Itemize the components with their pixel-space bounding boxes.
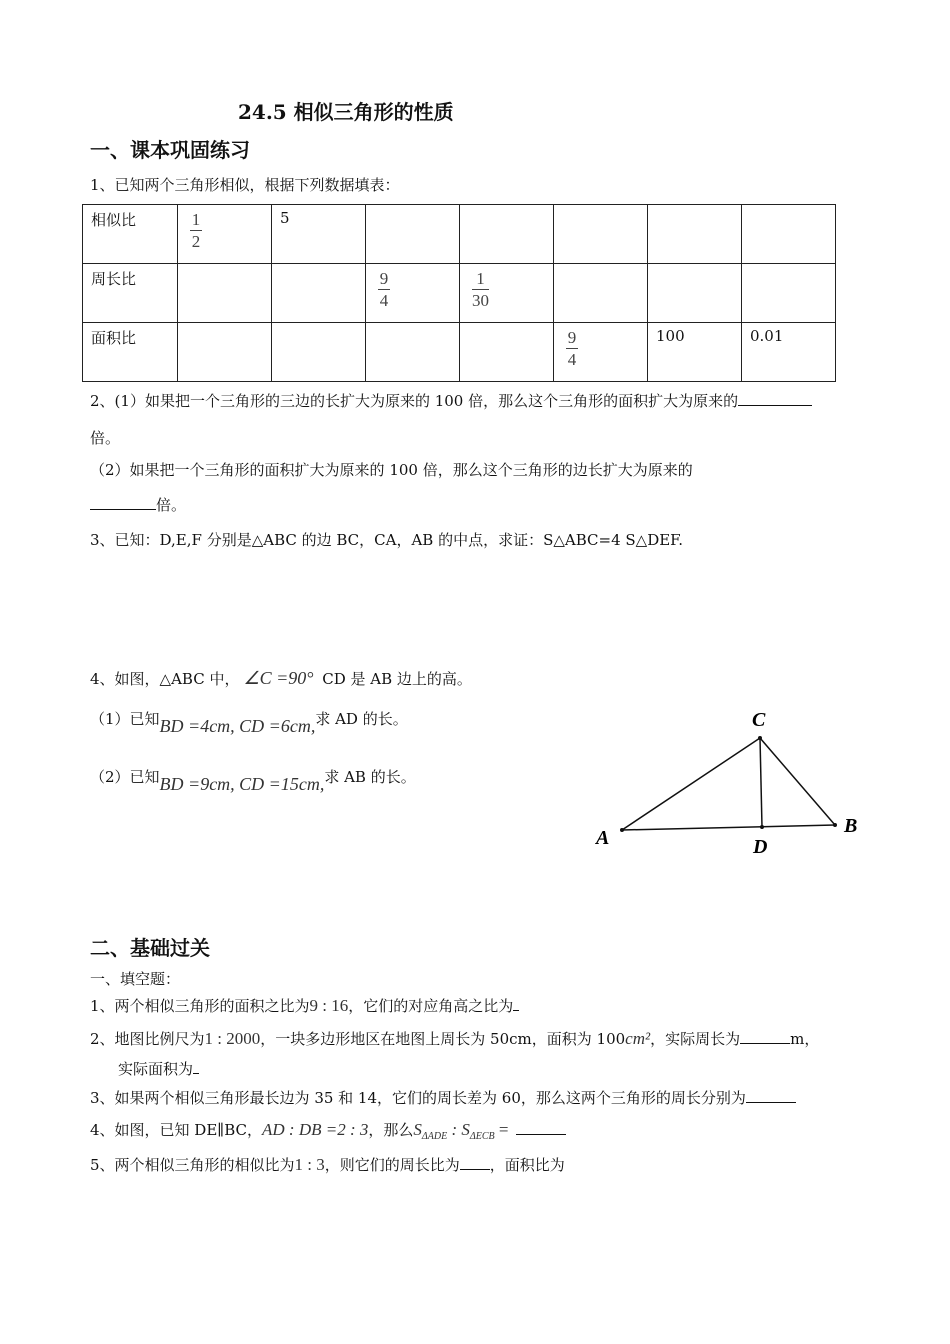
label-a: A bbox=[596, 827, 610, 849]
table-cell bbox=[366, 323, 460, 382]
fill-question-1 bbox=[90, 995, 519, 1016]
table-cell bbox=[554, 205, 648, 264]
question-4-2 bbox=[90, 766, 416, 794]
math-expression: : S bbox=[447, 1120, 470, 1139]
table-cell bbox=[272, 264, 366, 323]
table-cell bbox=[460, 323, 554, 382]
table-cell bbox=[366, 264, 460, 323]
question-text: ，一块多边形地区在地图上周长为 50cm，面积为 100 bbox=[260, 1030, 626, 1048]
question-4 bbox=[90, 668, 472, 689]
fill-question-2 bbox=[90, 1028, 819, 1049]
denominator: 30 bbox=[472, 291, 489, 311]
math-expression: 9 : 16 bbox=[309, 996, 349, 1015]
answer-blank[interactable] bbox=[740, 1029, 790, 1044]
altitude-cd bbox=[760, 738, 762, 827]
table-cell: 0.01 bbox=[742, 323, 836, 382]
question-2-1 bbox=[90, 390, 812, 411]
question-2-2: （2）如果把一个三角形的面积扩大为原来的 100 倍，那么这个三角形的边长扩大为原来的 bbox=[90, 461, 693, 479]
point-c bbox=[758, 736, 762, 740]
table-cell: 5 bbox=[272, 205, 366, 264]
fraction bbox=[190, 209, 202, 253]
question-text: 实际面积为 bbox=[118, 1060, 194, 1078]
table-cell: 周长比 bbox=[83, 264, 178, 323]
table-cell bbox=[648, 264, 742, 323]
question-text: （1）已知 bbox=[90, 710, 160, 728]
question-text: ，面积比为 bbox=[489, 1156, 565, 1174]
fraction bbox=[472, 268, 489, 312]
question-text: 2、地图比例尺为 bbox=[90, 1030, 205, 1048]
question-2-2-tail bbox=[90, 494, 186, 515]
table-cell: 100 bbox=[648, 323, 742, 382]
subscript: ΔECB bbox=[469, 1131, 495, 1142]
question-4-1 bbox=[90, 708, 408, 736]
fraction bbox=[566, 327, 578, 371]
subscript: ΔADE bbox=[421, 1131, 448, 1142]
table-cell bbox=[554, 264, 648, 323]
question-text: 1、两个相似三角形的面积之比为 bbox=[90, 997, 310, 1015]
question-text: m， bbox=[790, 1030, 820, 1048]
numerator: 1 bbox=[191, 210, 201, 229]
fill-question-5 bbox=[90, 1154, 565, 1175]
math-expression: BD =4cm, CD =6cm, bbox=[159, 716, 316, 736]
label-b: B bbox=[844, 815, 858, 837]
table-cell bbox=[648, 205, 742, 264]
label-c: C bbox=[752, 709, 766, 731]
table-cell: 相似比 bbox=[83, 205, 178, 264]
answer-blank[interactable] bbox=[513, 996, 519, 1011]
answer-blank[interactable] bbox=[90, 495, 156, 510]
unit-expression: cm² bbox=[625, 1029, 651, 1048]
math-expression: S bbox=[413, 1120, 422, 1139]
answer-blank[interactable] bbox=[746, 1088, 796, 1103]
math-expression: AD : DB =2 : 3 bbox=[262, 1120, 369, 1139]
question-text: CD 是 AB 边上的高。 bbox=[317, 670, 472, 688]
table-row bbox=[83, 205, 836, 264]
section1-heading: 一、课本巩固练习 bbox=[90, 138, 250, 162]
table-cell: 面积比 bbox=[83, 323, 178, 382]
table-cell bbox=[460, 205, 554, 264]
table-cell bbox=[554, 323, 648, 382]
table-cell bbox=[742, 205, 836, 264]
denominator: 4 bbox=[379, 291, 389, 311]
question-1: 1、已知两个三角形相似，根据下列数据填表： bbox=[90, 176, 400, 194]
fill-question-2-tail bbox=[118, 1058, 199, 1079]
math-expression: 1 : 3 bbox=[294, 1155, 325, 1174]
table-cell bbox=[178, 264, 272, 323]
question-text: 4、如图，已知 DE∥BC， bbox=[90, 1121, 262, 1139]
table-row bbox=[83, 264, 836, 323]
numerator: 9 bbox=[567, 328, 577, 347]
angle-expression: ∠C =90° bbox=[243, 668, 314, 688]
table-cell bbox=[178, 205, 272, 264]
point-b bbox=[833, 823, 837, 827]
question-text: ，则它们的周长比为 bbox=[324, 1156, 460, 1174]
question-3: 3、已知：D,E,F 分别是△ABC 的边 BC，CA，AB 的中点，求证：S△ABC=4 S△DEF. bbox=[90, 531, 684, 549]
point-d bbox=[760, 825, 764, 829]
question-text: （2）已知 bbox=[90, 768, 160, 786]
answer-blank[interactable] bbox=[193, 1059, 199, 1074]
fraction bbox=[378, 268, 390, 312]
numerator: 9 bbox=[379, 269, 389, 288]
table-cell bbox=[460, 264, 554, 323]
question-text: ，那么 bbox=[368, 1121, 414, 1139]
question-text: 倍。 bbox=[156, 496, 187, 514]
subsection-title: 一、填空题： bbox=[90, 970, 181, 988]
page-title: 24.5 相似三角形的性质 bbox=[238, 100, 454, 124]
answer-blank[interactable] bbox=[460, 1155, 490, 1170]
fill-question-4 bbox=[90, 1119, 566, 1142]
question-text: 3、如果两个相似三角形最长边为 35 和 14，它们的周长差为 60，那么这两个三角形的周长分别为 bbox=[90, 1089, 746, 1107]
question-text: 求 AD 的长。 bbox=[315, 710, 408, 728]
side-ab bbox=[622, 825, 835, 830]
triangle-sides bbox=[622, 738, 835, 830]
answer-blank[interactable] bbox=[738, 391, 812, 406]
table-row bbox=[83, 323, 836, 382]
section2-heading: 二、基础过关 bbox=[90, 936, 210, 960]
denominator: 2 bbox=[191, 232, 201, 252]
question-text: 2、(1）如果把一个三角形的三边的长扩大为原来的 100 倍，那么这个三角形的面积扩大为原来的 bbox=[90, 392, 739, 410]
table-cell bbox=[742, 264, 836, 323]
point-a bbox=[620, 828, 624, 832]
question-text: ，实际周长为 bbox=[650, 1030, 741, 1048]
question-text: 4、如图，△ABC 中， bbox=[90, 670, 240, 688]
question-2-1-tail: 倍。 bbox=[90, 429, 121, 447]
table-cell bbox=[366, 205, 460, 264]
question-text: ，它们的对应角高之比为 bbox=[348, 997, 514, 1015]
table-cell bbox=[272, 323, 366, 382]
fill-question-3 bbox=[90, 1087, 796, 1108]
math-expression: 1 : 2000 bbox=[204, 1029, 261, 1048]
numerator: 1 bbox=[476, 269, 485, 288]
table-cell bbox=[178, 323, 272, 382]
ratio-table bbox=[82, 204, 836, 382]
question-text: 5、两个相似三角形的相似比为 bbox=[90, 1156, 295, 1174]
denominator: 4 bbox=[567, 350, 577, 370]
answer-blank[interactable] bbox=[516, 1120, 566, 1135]
triangle-figure bbox=[590, 700, 880, 870]
label-d: D bbox=[753, 836, 768, 858]
question-text: 求 AB 的长。 bbox=[324, 768, 416, 786]
math-expression: BD =9cm, CD =15cm, bbox=[159, 774, 325, 794]
math-expression: = bbox=[494, 1120, 509, 1139]
